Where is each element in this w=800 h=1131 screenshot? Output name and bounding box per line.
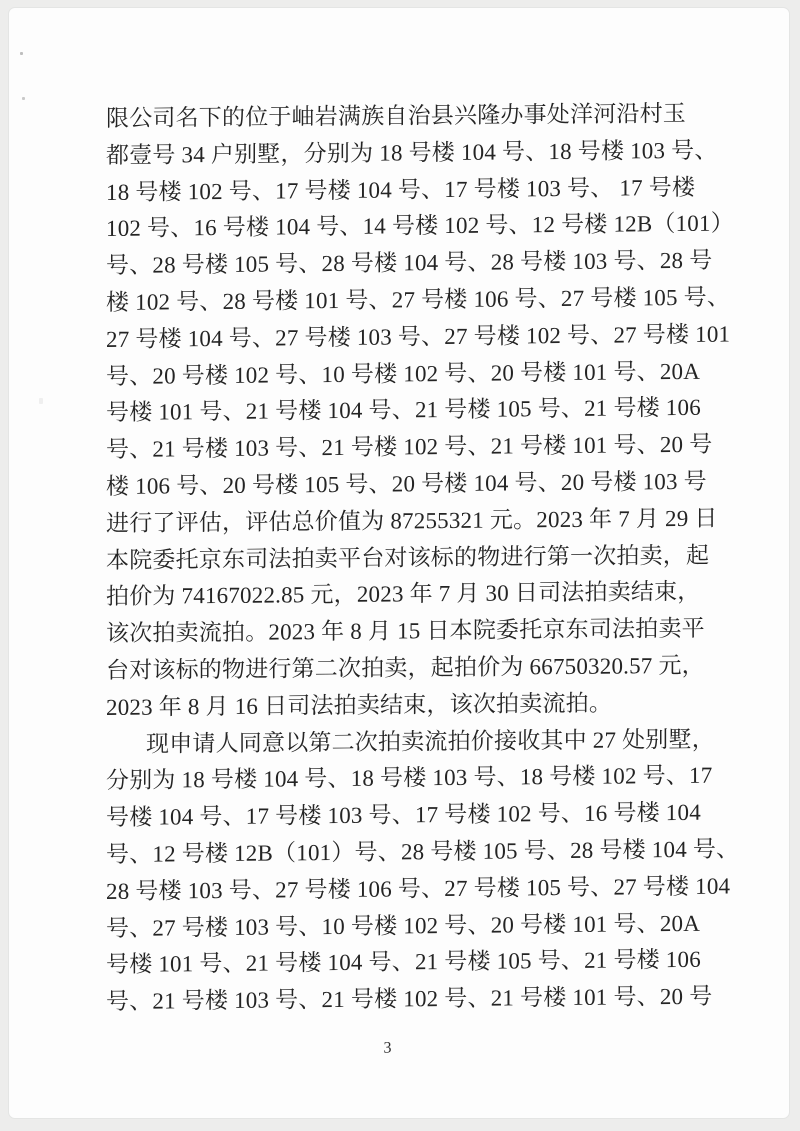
text-line: 号楼 101 号、21 号楼 104 号、21 号楼 105 号、21 号楼 106 xyxy=(106,395,701,426)
text-line: 号、27 号楼 103 号、10 号楼 102 号、20 号楼 101 号、20A xyxy=(106,910,701,941)
scan-speck xyxy=(20,52,23,55)
text-line: 拍价为 74167022.85 元，2023 年 7 月 30 日司法拍卖结束， xyxy=(106,579,701,610)
text-line: 27 号楼 104 号、27 号楼 103 号、27 号楼 102 号、27 号楼 101 xyxy=(106,321,731,352)
document-page xyxy=(8,7,790,1119)
text-line: 号、20 号楼 102 号、10 号楼 102 号、20 号楼 101 号、20A xyxy=(106,358,701,389)
text-line: 号楼 101 号、21 号楼 104 号、21 号楼 105 号、21 号楼 106 xyxy=(106,947,701,978)
scan-speck xyxy=(39,398,43,404)
page-number: 3 xyxy=(383,1039,392,1057)
text-line: 都壹号 34 户别墅，分别为 18 号楼 104 号、18 号楼 103 号、 xyxy=(106,137,718,168)
text-line: 该次拍卖流拍。2023 年 8 月 15 日本院委托京东司法拍卖平 xyxy=(106,615,705,647)
document-text-block xyxy=(106,96,740,1060)
text-line: 台对该标的物进行第二次拍卖，起拍价为 66750320.57 元， xyxy=(106,652,705,683)
text-line: 本院委托京东司法拍卖平台对该标的物进行第一次拍卖，起 xyxy=(106,542,710,573)
scan-speck xyxy=(22,97,25,100)
text-line: 号楼 104 号、17 号楼 103 号、17 号楼 102 号、16 号楼 104 xyxy=(106,799,701,831)
text-line: 18 号楼 102 号、17 号楼 104 号、17 号楼 103 号、 17 号楼 xyxy=(106,174,696,205)
text-line: 楼 106 号、20 号楼 105 号、20 号楼 104 号、20 号楼 103 号 xyxy=(106,468,707,499)
text-line: 号、21 号楼 103 号、21 号楼 102 号、21 号楼 101 号、20 号 xyxy=(106,983,713,1015)
text-line: 楼 102 号、28 号楼 101 号、27 号楼 106 号、27 号楼 105 号、 xyxy=(106,284,731,315)
text-line: 28 号楼 103 号、27 号楼 106 号、27 号楼 105 号、27 号楼 104 xyxy=(106,873,731,904)
text-line: 分别为 18 号楼 104 号、18 号楼 103 号、18 号楼 102 号、17 xyxy=(106,763,713,794)
text-line: 号、12 号楼 12B（101）号、28 号楼 105 号、28 号楼 104 号、 xyxy=(106,836,740,867)
text-line: 号、21 号楼 103 号、21 号楼 102 号、21 号楼 101 号、20 号 xyxy=(106,431,713,463)
text-line: 2023 年 8 月 16 日司法拍卖结束，该次拍卖流拍。 xyxy=(106,690,613,720)
text-line: 号、28 号楼 105 号、28 号楼 104 号、28 号楼 103 号、28 号 xyxy=(106,247,713,279)
text-line paragraph-start: 现申请人同意以第二次拍卖流拍价接收其中 27 处别墅， xyxy=(146,726,715,757)
text-line: 限公司名下的位于岫岩满族自治县兴隆办事处洋河沿村玉 xyxy=(106,100,686,131)
text-line: 进行了评估，评估总价值为 87255321 元。2023 年 7 月 29 日 xyxy=(106,505,718,536)
text-line: 102 号、16 号楼 104 号、14 号楼 102 号、12 号楼 12B（101） xyxy=(106,210,734,242)
